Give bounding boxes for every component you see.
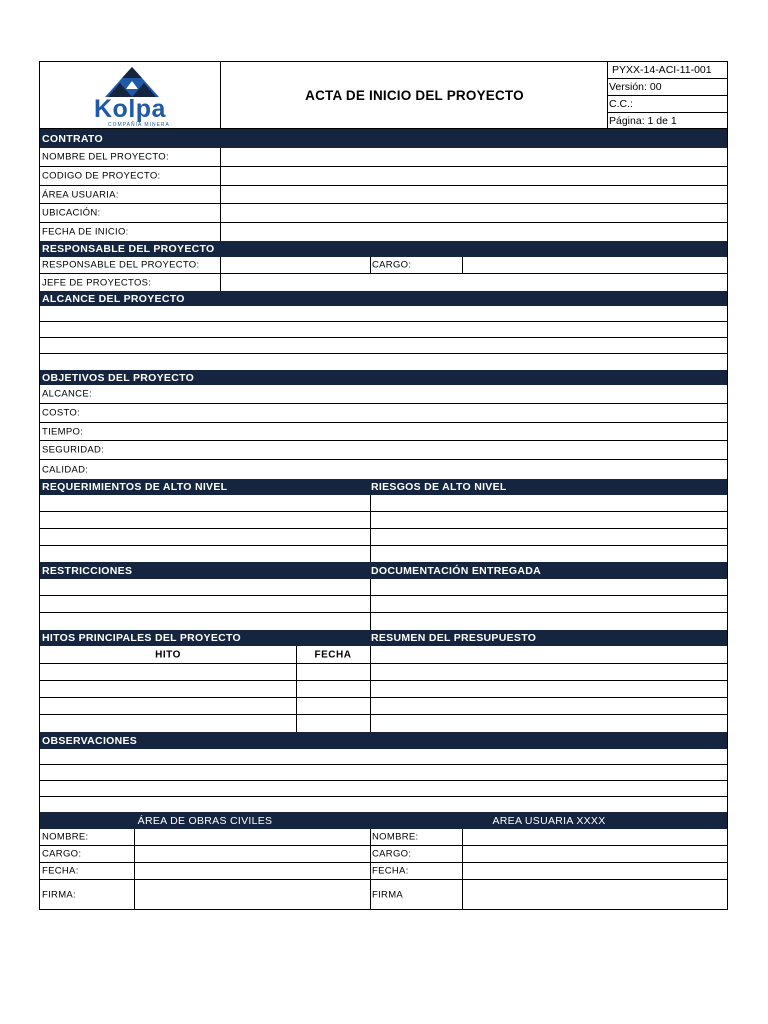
column-fecha: FECHA bbox=[314, 649, 352, 660]
column-divider bbox=[370, 846, 371, 862]
column-divider bbox=[220, 186, 221, 203]
field-label: CODIGO DE PROYECTO: bbox=[42, 170, 161, 182]
column-divider bbox=[296, 698, 297, 714]
column-divider bbox=[370, 863, 371, 879]
column-hito: HITO bbox=[155, 649, 181, 660]
section-requerimientos-riesgos bbox=[40, 479, 727, 495]
blank-row[interactable] bbox=[40, 512, 727, 529]
field-label: CARGO: bbox=[42, 848, 82, 860]
column-divider bbox=[370, 829, 371, 845]
section-firmas bbox=[40, 812, 727, 829]
column-divider bbox=[370, 681, 371, 697]
mountain-icon bbox=[92, 65, 172, 99]
column-divider bbox=[370, 698, 371, 714]
field-label: ALCANCE: bbox=[42, 388, 92, 400]
hitos-heading: HITOS PRINCIPALES DEL PROYECTO bbox=[42, 632, 242, 644]
blank-row[interactable] bbox=[40, 613, 727, 630]
blank-row[interactable] bbox=[40, 579, 727, 596]
column-divider bbox=[296, 646, 297, 663]
section-observaciones: OBSERVACIONES bbox=[40, 732, 727, 749]
section-responsable: RESPONSABLE DEL PROYECTO bbox=[40, 241, 727, 257]
hito-row[interactable] bbox=[40, 681, 727, 698]
blank-row[interactable] bbox=[40, 546, 727, 562]
column-divider bbox=[370, 512, 371, 528]
firma-right-title: AREA USUARIA XXXX bbox=[492, 814, 606, 827]
document-cc: C.C.: bbox=[608, 96, 727, 113]
field-label: FIRMA: bbox=[42, 889, 76, 900]
field-label: CARGO: bbox=[372, 259, 412, 271]
column-divider bbox=[220, 167, 221, 185]
column-divider bbox=[370, 546, 371, 562]
column-divider bbox=[462, 880, 463, 909]
blank-row[interactable] bbox=[40, 529, 727, 546]
blank-row[interactable] bbox=[40, 797, 727, 812]
document-code: PYXX-14-ACI-11-001 bbox=[608, 62, 727, 79]
objetivo-row[interactable] bbox=[40, 423, 727, 441]
blank-row[interactable] bbox=[40, 749, 727, 765]
field-label: FECHA: bbox=[42, 865, 79, 877]
objetivo-row[interactable] bbox=[40, 441, 727, 460]
column-divider bbox=[220, 257, 221, 273]
field-label: UBICACIÓN: bbox=[42, 207, 101, 219]
column-divider bbox=[370, 646, 371, 663]
field-label: NOMBRE DEL PROYECTO: bbox=[42, 151, 169, 163]
field-label: RESPONSABLE DEL PROYECTO: bbox=[42, 259, 200, 271]
responsable-row[interactable] bbox=[40, 257, 727, 274]
column-divider bbox=[370, 664, 371, 680]
contrato-row[interactable] bbox=[40, 167, 727, 186]
field-label: COSTO: bbox=[42, 407, 81, 419]
jefe-row[interactable] bbox=[40, 274, 727, 291]
firma-row[interactable] bbox=[40, 846, 727, 863]
column-divider bbox=[296, 664, 297, 680]
objetivo-row[interactable] bbox=[40, 385, 727, 404]
field-label: FECHA DE INICIO: bbox=[42, 226, 129, 238]
section-objetivos: OBJETIVOS DEL PROYECTO bbox=[40, 370, 727, 385]
section-hitos-presupuesto bbox=[40, 630, 727, 646]
column-divider bbox=[370, 257, 371, 273]
form-sheet bbox=[39, 61, 728, 910]
presupuesto-heading: RESUMEN DEL PRESUPUESTO bbox=[371, 632, 537, 644]
blank-row[interactable] bbox=[40, 322, 727, 338]
column-divider bbox=[134, 829, 135, 845]
blank-row[interactable] bbox=[40, 596, 727, 613]
column-divider bbox=[370, 529, 371, 545]
column-divider bbox=[296, 681, 297, 697]
requerimientos-heading: REQUERIMIENTOS DE ALTO NIVEL bbox=[42, 481, 228, 493]
column-divider bbox=[370, 613, 371, 630]
column-divider bbox=[220, 274, 221, 291]
document-version: Versión: 00 bbox=[608, 79, 727, 96]
field-label: CARGO: bbox=[372, 848, 412, 860]
logo-brand: Kolpa bbox=[94, 95, 166, 123]
blank-row[interactable] bbox=[40, 306, 727, 322]
column-divider bbox=[134, 863, 135, 879]
field-label: NOMBRE: bbox=[42, 831, 89, 843]
document-page: Página: 1 de 1 bbox=[609, 115, 677, 127]
firma-left-title: ÁREA DE OBRAS CIVILES bbox=[137, 814, 273, 827]
field-label: FIRMA bbox=[372, 889, 404, 900]
column-divider bbox=[462, 829, 463, 845]
column-divider bbox=[370, 495, 371, 511]
hito-row[interactable] bbox=[40, 664, 727, 681]
column-divider bbox=[370, 596, 371, 612]
column-divider bbox=[462, 257, 463, 273]
documentacion-heading: DOCUMENTACIÓN ENTREGADA bbox=[371, 564, 542, 577]
column-divider bbox=[462, 846, 463, 862]
section-alcance: ALCANCE DEL PROYECTO bbox=[40, 291, 727, 306]
objetivo-row[interactable] bbox=[40, 404, 727, 423]
column-divider bbox=[370, 579, 371, 595]
field-label: NOMBRE: bbox=[372, 831, 419, 843]
firma-signature-row[interactable] bbox=[40, 880, 727, 909]
firma-row[interactable] bbox=[40, 829, 727, 846]
section-contrato: CONTRATO bbox=[40, 129, 727, 148]
blank-row[interactable] bbox=[40, 354, 727, 370]
document-title: ACTA DE INICIO DEL PROYECTO bbox=[305, 87, 524, 103]
contrato-row[interactable] bbox=[40, 223, 727, 241]
hito-row[interactable] bbox=[40, 715, 727, 732]
hito-row[interactable] bbox=[40, 698, 727, 715]
riesgos-heading: RIESGOS DE ALTO NIVEL bbox=[371, 481, 507, 493]
contrato-row[interactable] bbox=[40, 204, 727, 223]
column-divider bbox=[220, 148, 221, 166]
firma-row[interactable] bbox=[40, 863, 727, 880]
field-label: TIEMPO: bbox=[42, 426, 84, 437]
contrato-row[interactable] bbox=[40, 186, 727, 204]
field-label: FECHA: bbox=[372, 865, 409, 877]
logo-tagline: COMPAÑÍA MINERA bbox=[108, 122, 170, 128]
column-divider bbox=[134, 880, 135, 909]
column-divider bbox=[370, 880, 371, 909]
column-divider bbox=[370, 715, 371, 732]
objetivo-row[interactable] bbox=[40, 460, 727, 479]
header-row bbox=[40, 62, 727, 129]
field-label: JEFE DE PROYECTOS: bbox=[42, 277, 152, 288]
column-divider bbox=[462, 863, 463, 879]
section-restricciones-documentacion bbox=[40, 562, 727, 579]
column-divider bbox=[296, 715, 297, 732]
hitos-header-row bbox=[40, 646, 727, 664]
column-divider bbox=[220, 204, 221, 222]
column-divider bbox=[220, 223, 221, 241]
blank-row[interactable] bbox=[40, 338, 727, 354]
blank-row[interactable] bbox=[40, 765, 727, 781]
field-label: CALIDAD: bbox=[42, 464, 89, 475]
blank-row[interactable] bbox=[40, 781, 727, 797]
field-label: ÁREA USUARIA: bbox=[42, 189, 119, 200]
restricciones-heading: RESTRICCIONES bbox=[42, 564, 133, 577]
field-label: SEGURIDAD: bbox=[42, 444, 105, 456]
blank-row[interactable] bbox=[40, 495, 727, 512]
contrato-row[interactable] bbox=[40, 148, 727, 167]
column-divider bbox=[134, 846, 135, 862]
company-logo bbox=[92, 65, 172, 127]
